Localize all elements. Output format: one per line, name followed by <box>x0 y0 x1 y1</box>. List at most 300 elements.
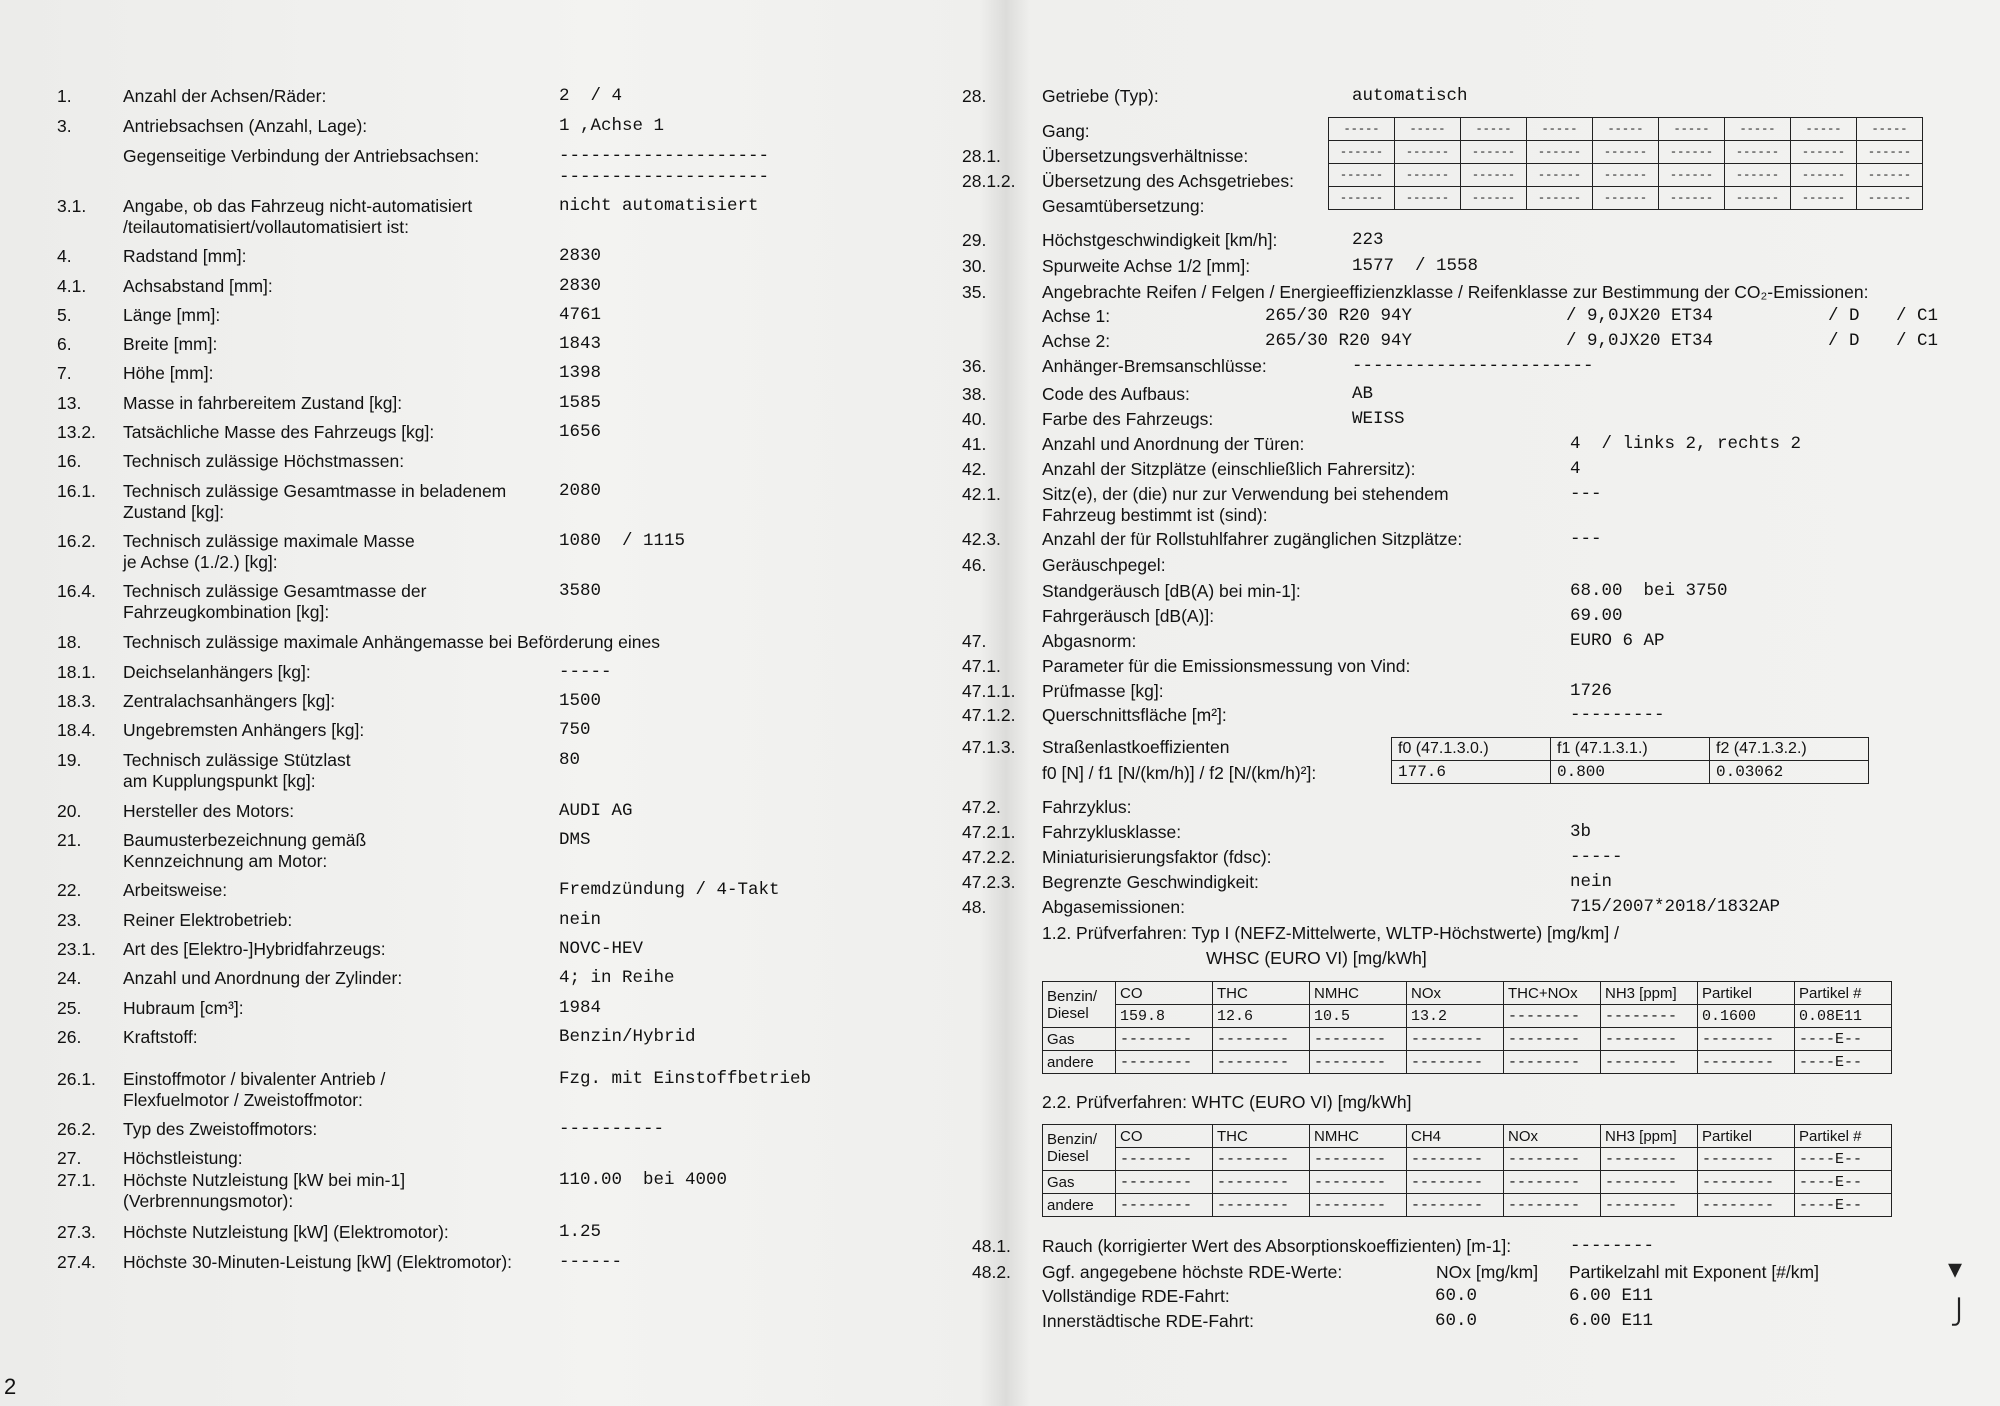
emis-header: CO <box>1116 1125 1213 1148</box>
gear-cell: ------ <box>1791 164 1857 187</box>
row-number: 26.1. <box>57 1069 96 1089</box>
row-value: 3580 <box>559 581 602 601</box>
gear-cell: ------ <box>1725 187 1791 210</box>
gear-row <box>1329 187 1923 210</box>
tire-v3: / D <box>1828 331 1860 351</box>
row-label: Geräuschpegel: <box>1042 555 1166 575</box>
emis-value: -------- <box>1601 1051 1698 1074</box>
row-value: 1843 <box>559 334 602 354</box>
emis-header: Benzin/ Diesel <box>1043 982 1116 1028</box>
emis-header: NMHC <box>1310 1125 1407 1148</box>
row-value: 68.00 bei 3750 <box>1570 581 1728 601</box>
row-value: automatisch <box>1352 86 1468 106</box>
row-value: 265/30 R20 94Y <box>1265 306 1413 326</box>
gear-row <box>1329 141 1923 164</box>
rauch-num: 48.1. <box>972 1236 1011 1256</box>
row-label: f0 [N] / f1 [N/(km/h)] / f2 [N/(km/h)²]: <box>1042 763 1317 783</box>
emis-value: -------- <box>1407 1028 1504 1051</box>
row-label: Anzahl der für Rollstuhlfahrer zugänglichen Sitzplätze: <box>1042 529 1463 549</box>
coef-header: f1 (47.1.3.1.) <box>1551 738 1710 761</box>
gear-cell: ------ <box>1593 141 1659 164</box>
row-number: 16.4. <box>57 581 96 601</box>
row-label: Getriebe (Typ): <box>1042 86 1159 106</box>
row-number: 1. <box>57 86 72 106</box>
row-value: NOVC-HEV <box>559 939 644 959</box>
row-label: Straßenlastkoeffizienten <box>1042 737 1230 757</box>
tire-v4: / C1 <box>1896 331 1939 351</box>
emis-header-row <box>1043 1125 1892 1148</box>
row-number: 28.1. <box>962 146 1001 166</box>
emis-value: -------- <box>1504 1051 1601 1074</box>
gear-cell: ------ <box>1857 141 1923 164</box>
row-label: Hubraum [cm³]: <box>123 998 244 1018</box>
rauch-label: Rauch (korrigierter Wert des Absorptionskoeffizienten) [m-1]: <box>1042 1236 1512 1256</box>
emis-value: -------- <box>1116 1194 1213 1217</box>
rde-row-full <box>1042 1286 1654 1307</box>
row-value: ----------------------- <box>1352 356 1594 376</box>
coef-header: f0 (47.1.3.0.) <box>1392 738 1551 761</box>
row-value: 110.00 bei 4000 <box>559 1170 728 1190</box>
gear-cell: ----- <box>1791 118 1857 141</box>
row-number: 27.3. <box>57 1222 96 1242</box>
row-value: --- <box>1570 484 1602 504</box>
row-number: 42. <box>962 459 987 479</box>
emis-value: ----E-- <box>1795 1171 1892 1194</box>
rde-row-label: Innerstädtische RDE-Fahrt: <box>1042 1311 1255 1331</box>
row-label: Arbeitsweise: <box>123 880 228 900</box>
row-number: 47.1.1. <box>962 681 1016 701</box>
emis-value: ----E-- <box>1795 1051 1892 1074</box>
row-number: 46. <box>962 555 987 575</box>
row-number: 18.1. <box>57 662 96 682</box>
row-number: 47.1.3. <box>962 737 1016 757</box>
row-label: Anzahl und Anordnung der Zylinder: <box>123 968 403 988</box>
row-label: Kraftstoff: <box>123 1027 198 1047</box>
row-label: Gang: <box>1042 121 1090 141</box>
row-value: 4 <box>1570 459 1581 479</box>
row-number: 5. <box>57 305 72 325</box>
row-label: Standgeräusch [dB(A) bei min-1]: <box>1042 581 1301 601</box>
gear-cell: ------ <box>1395 141 1461 164</box>
rde-row-v2: 6.00 E11 <box>1569 1311 1654 1331</box>
emis-value: -------- <box>1601 1171 1698 1194</box>
gear-cell: ------ <box>1527 164 1593 187</box>
emis-header: THC <box>1213 1125 1310 1148</box>
row-number: 41. <box>962 434 987 454</box>
emis-value: ----E-- <box>1795 1194 1892 1217</box>
row-number: 3.1. <box>57 196 87 216</box>
gear-cell: ----- <box>1857 118 1923 141</box>
emis-value: -------- <box>1213 1171 1310 1194</box>
emis-value: 10.5 <box>1310 1005 1407 1028</box>
road-load-coefficient-table <box>1391 737 1869 784</box>
emis-row <box>1043 1194 1892 1217</box>
gear-cell: ------ <box>1857 164 1923 187</box>
gear-cell: ----- <box>1395 118 1461 141</box>
row-label: Achsabstand [mm]: <box>123 276 273 296</box>
row-number: 42.1. <box>962 484 1001 504</box>
row-label: Höchste Nutzleistung [kW bei min-1] (Verbrennungsmotor): <box>123 1170 406 1211</box>
row-label: Technisch zulässige maximale Masse je Achse (1./2.) [kg]: <box>123 531 415 572</box>
emis-value: -------- <box>1407 1148 1504 1171</box>
row-value: 750 <box>559 720 591 740</box>
row-number: 18.3. <box>57 691 96 711</box>
row-value: 2 / 4 <box>559 86 623 106</box>
gear-cell: ------ <box>1329 187 1395 210</box>
gear-cell: ------ <box>1395 164 1461 187</box>
emis-value: -------- <box>1698 1028 1795 1051</box>
row-number: 40. <box>962 409 987 429</box>
row-value: 1.25 <box>559 1222 602 1242</box>
row-label: Ungebremsten Anhängers [kg]: <box>123 720 365 740</box>
row-number: 47.1.2. <box>962 705 1016 725</box>
emis-header: THC <box>1213 982 1310 1005</box>
row-value: EURO 6 AP <box>1570 631 1665 651</box>
emis-value: 159.8 <box>1116 1005 1213 1028</box>
gear-cell: ------ <box>1329 164 1395 187</box>
emis-row <box>1043 1051 1892 1074</box>
row-number: 26.2. <box>57 1119 96 1139</box>
row-value: nein <box>559 910 602 930</box>
row-number: 42.3. <box>962 529 1001 549</box>
emis-row <box>1043 1171 1892 1194</box>
gear-cell: ----- <box>1329 118 1395 141</box>
rde-row-v1: 60.0 <box>1435 1311 1478 1331</box>
row-value: 1 ,Achse 1 <box>559 116 665 136</box>
emis-row-label: andere <box>1043 1194 1116 1217</box>
row-number: 23. <box>57 910 82 930</box>
emis-value: -------- <box>1698 1051 1795 1074</box>
emis-value: -------- <box>1213 1028 1310 1051</box>
row-label: Technisch zulässige maximale Anhängemasse bei Beförderung eines <box>123 632 660 652</box>
row-value: 1656 <box>559 422 602 442</box>
emis-value: 0.1600 <box>1698 1005 1795 1028</box>
bracket-mark-icon: ⎭ <box>1950 1299 1968 1326</box>
gear-cell: ----- <box>1527 118 1593 141</box>
row-value: 2830 <box>559 276 602 296</box>
row-value: 4761 <box>559 305 602 325</box>
row-value: DMS <box>559 830 591 850</box>
gear-cell: ------ <box>1329 141 1395 164</box>
row-number: 4. <box>57 246 72 266</box>
row-label: Fahrgeräusch [dB(A)]: <box>1042 606 1215 626</box>
row-value: 1585 <box>559 393 602 413</box>
row-value: -------------------- -------------------- <box>559 146 770 187</box>
row-label: Abgasemissionen: <box>1042 897 1185 917</box>
row-value: --- <box>1570 529 1602 549</box>
row-value: 1500 <box>559 691 602 711</box>
rde-header-row <box>972 1262 1819 1283</box>
emis-value: -------- <box>1504 1194 1601 1217</box>
tire-v4: / C1 <box>1896 306 1939 326</box>
row-number: 7. <box>57 363 72 383</box>
emis-value: -------- <box>1504 1148 1601 1171</box>
row-value: 4 / links 2, rechts 2 <box>1570 434 1802 454</box>
row-label: Querschnittsfläche [m²]: <box>1042 705 1227 725</box>
emis-value: -------- <box>1116 1051 1213 1074</box>
row-number: 26. <box>57 1027 82 1047</box>
row-number: 3. <box>57 116 72 136</box>
emis-value: -------- <box>1310 1051 1407 1074</box>
gear-cell: ------ <box>1659 164 1725 187</box>
coef-value: 0.800 <box>1551 761 1710 784</box>
emis-header: THC+NOx <box>1504 982 1601 1005</box>
emis-value: -------- <box>1116 1171 1213 1194</box>
row-number: 47.2.3. <box>962 872 1016 892</box>
gear-cell: ----- <box>1593 118 1659 141</box>
row-number: 29. <box>962 230 987 250</box>
row-number: 18.4. <box>57 720 96 740</box>
emis-header: Benzin/ Diesel <box>1043 1125 1116 1171</box>
test1-line1: 1.2. Prüfverfahren: Typ I (NEFZ-Mittelwerte, WLTP-Höchstwerte) [mg/km] / <box>1042 923 1619 943</box>
coef-value: 0.03062 <box>1710 761 1869 784</box>
emis-value: -------- <box>1504 1028 1601 1051</box>
row-label: Antriebsachsen (Anzahl, Lage): <box>123 116 368 136</box>
row-label: Höchstleistung: <box>123 1148 243 1168</box>
row-value: --------- <box>1570 705 1665 725</box>
row-label: Masse in fahrbereitem Zustand [kg]: <box>123 393 403 413</box>
row-label: Sitz(e), der (die) nur zur Verwendung bei stehendem Fahrzeug bestimmt ist (sind): <box>1042 484 1449 525</box>
row-value: 2080 <box>559 481 602 501</box>
gear-cell: ----- <box>1725 118 1791 141</box>
gear-row <box>1329 164 1923 187</box>
emis-value: -------- <box>1310 1148 1407 1171</box>
row-number: 4.1. <box>57 276 87 296</box>
emis-row <box>1043 1028 1892 1051</box>
gear-cell: ------ <box>1461 141 1527 164</box>
row-value: Benzin/Hybrid <box>559 1027 696 1047</box>
row-value: 715/2007*2018/1832AP <box>1570 897 1781 917</box>
gear-cell: ------ <box>1527 187 1593 210</box>
emis-value: -------- <box>1407 1051 1504 1074</box>
row-label: Einstoffmotor / bivalenter Antrieb / Flexfuelmotor / Zweistoffmotor: <box>123 1069 386 1110</box>
row-number: 47. <box>962 631 987 651</box>
tire-v2: / 9,0JX20 ET34 <box>1566 306 1714 326</box>
row-number: 47.2. <box>962 797 1001 817</box>
emis-row <box>1043 1005 1892 1028</box>
row-label: Höchste Nutzleistung [kW] (Elektromotor): <box>123 1222 449 1242</box>
row-label: Anzahl der Achsen/Räder: <box>123 86 327 106</box>
emis-value: ----E-- <box>1795 1028 1892 1051</box>
row-value: WEISS <box>1352 409 1405 429</box>
gear-cell: ------ <box>1395 187 1461 210</box>
row-number: 23.1. <box>57 939 96 959</box>
row-value: 80 <box>559 750 581 770</box>
row-label: Breite [mm]: <box>123 334 218 354</box>
rauch-row <box>972 1236 1655 1257</box>
row-value: Fremdzündung / 4-Takt <box>559 880 780 900</box>
row-label: Technisch zulässige Höchstmassen: <box>123 451 405 471</box>
gear-cell: ------ <box>1791 187 1857 210</box>
rde-h1: NOx [mg/km] <box>1436 1262 1539 1282</box>
gear-cell: ----- <box>1659 118 1725 141</box>
row-number: 35. <box>962 282 987 302</box>
row-label: Prüfmasse [kg]: <box>1042 681 1164 701</box>
row-label: Achse 2: <box>1042 331 1111 351</box>
row-label: Radstand [mm]: <box>123 246 247 266</box>
emis-value: -------- <box>1698 1171 1795 1194</box>
row-value: 1398 <box>559 363 602 383</box>
row-label: Deichselanhängers [kg]: <box>123 662 311 682</box>
row-label: Code des Aufbaus: <box>1042 384 1190 404</box>
tire-v2: / 9,0JX20 ET34 <box>1566 331 1714 351</box>
coef-row <box>1392 738 1869 761</box>
page-number: 2 <box>4 1374 17 1399</box>
row-number: 28. <box>962 86 987 106</box>
row-label: Anzahl und Anordnung der Türen: <box>1042 434 1305 454</box>
row-value: 4; in Reihe <box>559 968 675 988</box>
row-label: Technisch zulässige Gesamtmasse in beladenem Zustand [kg]: <box>123 481 507 522</box>
row-number: 18. <box>57 632 82 652</box>
row-label: Achse 1: <box>1042 306 1111 326</box>
emis-row-label: andere <box>1043 1051 1116 1074</box>
row-label: Länge [mm]: <box>123 305 221 325</box>
gear-cell: ------ <box>1593 187 1659 210</box>
emis-header: CH4 <box>1407 1125 1504 1148</box>
row-label: Tatsächliche Masse des Fahrzeugs [kg]: <box>123 422 435 442</box>
emis-header: NOx <box>1407 982 1504 1005</box>
row-number: 16.1. <box>57 481 96 501</box>
emis-header: Partikel # <box>1795 1125 1892 1148</box>
emis-header: NH3 [ppm] <box>1601 982 1698 1005</box>
row-value: Fzg. mit Einstoffbetrieb <box>559 1069 812 1089</box>
gear-cell: ------ <box>1725 164 1791 187</box>
rde-h2: Partikelzahl mit Exponent [#/km] <box>1569 1262 1819 1282</box>
margin-mark-icon: ▾ <box>1948 1253 1963 1284</box>
test1-line2: WHSC (EURO VI) [mg/kWh] <box>1206 948 1427 968</box>
emis-value: -------- <box>1310 1194 1407 1217</box>
row-number: 48. <box>962 897 987 917</box>
row-value: 1080 / 1115 <box>559 531 686 551</box>
emis-value: -------- <box>1310 1028 1407 1051</box>
row-value: nicht automatisiert <box>559 196 759 216</box>
emis-value: -------- <box>1698 1194 1795 1217</box>
emis-header: NOx <box>1504 1125 1601 1148</box>
coef-row <box>1392 761 1869 784</box>
rde-row-city <box>1042 1311 1654 1332</box>
row-number: 47.2.1. <box>962 822 1016 842</box>
emis-row <box>1043 1148 1892 1171</box>
emis-value: -------- <box>1310 1171 1407 1194</box>
row-number: 47.1. <box>962 656 1001 676</box>
row-value: AUDI AG <box>559 801 633 821</box>
row-number: 47.2.2. <box>962 847 1016 867</box>
row-label: Parameter für die Emissionsmessung von Vind: <box>1042 656 1411 676</box>
row-label: Angebrachte Reifen / Felgen / Energieeffizienzklasse / Reifenklasse zur Bestimmung der CO₂-Emissionen: <box>1042 282 1869 302</box>
emis-value: -------- <box>1407 1171 1504 1194</box>
emis-value: -------- <box>1213 1194 1310 1217</box>
emis-value: -------- <box>1504 1171 1601 1194</box>
row-number: 6. <box>57 334 72 354</box>
row-value: 223 <box>1352 230 1384 250</box>
row-value: 3b <box>1570 822 1592 842</box>
row-value: 1577 / 1558 <box>1352 256 1479 276</box>
row-value: ----- <box>1570 847 1623 867</box>
row-label: Anzahl der Sitzplätze (einschließlich Fahrersitz): <box>1042 459 1416 479</box>
row-label: Anhänger-Bremsanschlüsse: <box>1042 356 1267 376</box>
row-number: 38. <box>962 384 987 404</box>
gear-cell: ------ <box>1857 187 1923 210</box>
row-number: 16.2. <box>57 531 96 551</box>
row-number: 30. <box>962 256 987 276</box>
emis-value: -------- <box>1116 1028 1213 1051</box>
row-value: 1726 <box>1570 681 1613 701</box>
row-number: 13. <box>57 393 82 413</box>
row-number: 22. <box>57 880 82 900</box>
row-value: ---------- <box>559 1119 665 1139</box>
gear-cell: ------ <box>1659 141 1725 164</box>
emis-value: 13.2 <box>1407 1005 1504 1028</box>
gear-cell: ------ <box>1725 141 1791 164</box>
row-value: 265/30 R20 94Y <box>1265 331 1413 351</box>
coef-header: f2 (47.1.3.2.) <box>1710 738 1869 761</box>
emis-value: -------- <box>1116 1148 1213 1171</box>
tire-v3: / D <box>1828 306 1860 326</box>
row-number: 28.1.2. <box>962 171 1016 191</box>
row-label: Typ des Zweistoffmotors: <box>123 1119 318 1139</box>
emis-header: Partikel # <box>1795 982 1892 1005</box>
emis-row-label: Gas <box>1043 1171 1116 1194</box>
rde-row-v1: 60.0 <box>1435 1286 1478 1306</box>
emis-header: Partikel <box>1698 1125 1795 1148</box>
emis-value: -------- <box>1213 1148 1310 1171</box>
row-number: 20. <box>57 801 82 821</box>
row-value: 2830 <box>559 246 602 266</box>
rde-label: Ggf. angegebene höchste RDE-Werte: <box>1042 1262 1343 1282</box>
gear-cell: ------ <box>1593 164 1659 187</box>
rauch-value: -------- <box>1570 1236 1655 1256</box>
emissions-table-type1 <box>1042 981 1892 1074</box>
row-label: Spurweite Achse 1/2 [mm]: <box>1042 256 1251 276</box>
gear-cell: ----- <box>1461 118 1527 141</box>
gear-cell: ------ <box>1791 141 1857 164</box>
row-label: Übersetzung des Achsgetriebes: <box>1042 171 1294 191</box>
emis-value: ----E-- <box>1795 1148 1892 1171</box>
emis-value: -------- <box>1601 1005 1698 1028</box>
emis-value: -------- <box>1504 1005 1601 1028</box>
row-value: ----- <box>559 662 612 682</box>
row-label: Abgasnorm: <box>1042 631 1137 651</box>
row-label: Begrenzte Geschwindigkeit: <box>1042 872 1259 892</box>
emis-value: -------- <box>1407 1194 1504 1217</box>
emis-header: CO <box>1116 982 1213 1005</box>
row-number: 24. <box>57 968 82 988</box>
row-label: Miniaturisierungsfaktor (fdsc): <box>1042 847 1272 867</box>
gear-cell: ------ <box>1461 187 1527 210</box>
gear-cell: ------ <box>1527 141 1593 164</box>
rde-row-label: Vollständige RDE-Fahrt: <box>1042 1286 1230 1306</box>
gear-cell: ------ <box>1461 164 1527 187</box>
emis-header-row <box>1043 982 1892 1005</box>
emis-row-label: Gas <box>1043 1028 1116 1051</box>
row-number: 27. <box>57 1148 82 1168</box>
row-label: Gegenseitige Verbindung der Antriebsachsen: <box>123 146 480 166</box>
emis-value: 0.08E11 <box>1795 1005 1892 1028</box>
row-label: Fahrzyklus: <box>1042 797 1132 817</box>
emis-header: NMHC <box>1310 982 1407 1005</box>
emis-value: 12.6 <box>1213 1005 1310 1028</box>
row-number: 27.1. <box>57 1170 96 1190</box>
row-value: AB <box>1352 384 1374 404</box>
row-value: nein <box>1570 872 1613 892</box>
emis-value: -------- <box>1698 1148 1795 1171</box>
row-value: 69.00 <box>1570 606 1623 626</box>
row-label: Fahrzyklusklasse: <box>1042 822 1182 842</box>
emis-value: -------- <box>1601 1148 1698 1171</box>
test2-line1: 2.2. Prüfverfahren: WHTC (EURO VI) [mg/kWh] <box>1042 1092 1412 1112</box>
emissions-table-whtc <box>1042 1124 1892 1217</box>
row-number: 13.2. <box>57 422 96 442</box>
